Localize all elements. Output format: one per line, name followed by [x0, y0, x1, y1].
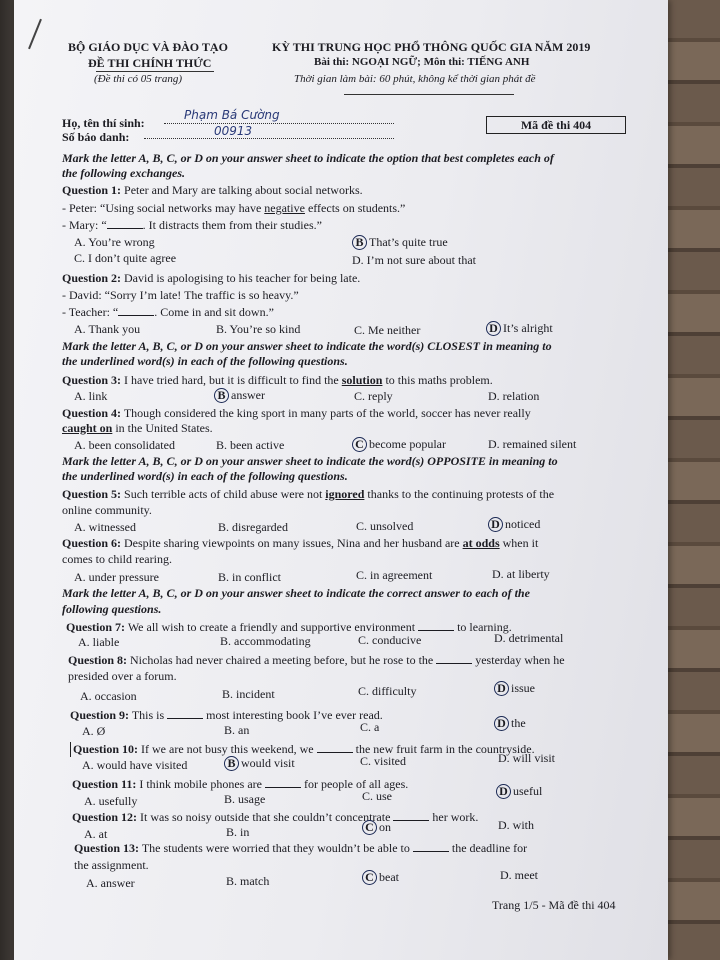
q2-option-d[interactable]: D It’s alright	[486, 321, 553, 336]
pages-note: (Đề thi có 05 trang)	[94, 73, 182, 85]
q3-option-d[interactable]: D. relation	[488, 389, 540, 403]
q12-option-d[interactable]: D. with	[498, 818, 534, 832]
answer-circle: B	[214, 388, 229, 403]
q5-option-a[interactable]: A. witnessed	[74, 520, 136, 534]
q11-option-a[interactable]: A. usefully	[84, 794, 138, 808]
name-line	[164, 123, 394, 124]
q8-option-d[interactable]: D issue	[494, 681, 535, 696]
instruction-correct: Mark the letter A, B, C, or D on your answer sheet to indicate the correct answer to each of the	[62, 586, 530, 600]
q9-option-c[interactable]: C. a	[360, 720, 380, 734]
instruction-closest: Mark the letter A, B, C, or D on your answer sheet to indicate the word(s) CLOSEST in meaning to	[62, 339, 552, 353]
q2-teacher-line: - Teacher: “ . Come in and sit down.”	[62, 305, 274, 319]
ministry-name: BỘ GIÁO DỤC VÀ ĐÀO TẠO	[68, 40, 228, 54]
q6-option-d[interactable]: D. at liberty	[492, 567, 550, 581]
exam-paper	[14, 0, 668, 960]
q3-option-a[interactable]: A. link	[74, 389, 108, 403]
q11-option-b[interactable]: B. usage	[224, 792, 266, 806]
q9-option-b[interactable]: B. an	[224, 723, 250, 737]
q7-option-b[interactable]: B. accommodating	[220, 634, 311, 648]
q9-option-a[interactable]: A. Ø	[82, 724, 106, 738]
instruction-closest-2: the underlined word(s) in each of the following questions.	[62, 354, 348, 368]
q5-option-b[interactable]: B. disregarded	[218, 520, 288, 534]
question-4: Question 4: Though considered the king sport in many parts of the world, soccer has never really	[62, 406, 531, 420]
id-line	[144, 138, 394, 139]
answer-circle: D	[486, 321, 501, 336]
q4-option-b[interactable]: B. been active	[216, 438, 285, 452]
instruction-opposite: Mark the letter A, B, C, or D on your answer sheet to indicate the word(s) OPPOSITE in meaning to	[62, 454, 558, 468]
q2-option-c[interactable]: C. Me neither	[354, 323, 421, 337]
official-underline	[96, 71, 214, 72]
question-6-cont: comes to child rearing.	[62, 552, 172, 566]
answer-circle: D	[494, 716, 509, 731]
q1-mary-line: - Mary: “ . It distracts them from their studies.”	[62, 218, 322, 232]
q1-peter-line: - Peter: “Using social networks may have negative effects on students.”	[62, 201, 406, 215]
answer-circle: B	[224, 756, 239, 771]
question-13-cont: the assignment.	[74, 858, 149, 872]
q11-option-d[interactable]: D useful	[496, 784, 542, 799]
answer-circle: B	[352, 235, 367, 250]
instruction-exchanges-2: the following exchanges.	[62, 166, 186, 180]
id-label: Số báo danh:	[62, 130, 130, 144]
question-13: Question 13: The students were worried that they wouldn’t be able to the deadline for	[74, 841, 528, 855]
q13-option-d[interactable]: D. meet	[500, 868, 538, 882]
question-9: Question 9: This is most interesting book I’ve ever read.	[70, 708, 383, 722]
question-8-cont: presided over a forum.	[68, 669, 177, 683]
answer-circle: D	[496, 784, 511, 799]
q8-option-c[interactable]: C. difficulty	[358, 684, 417, 698]
q9-option-d[interactable]: D the	[494, 716, 526, 731]
q2-option-b[interactable]: B. You’re so kind	[216, 322, 301, 336]
q6-option-b[interactable]: B. in conflict	[218, 570, 281, 584]
instruction-opposite-2: the underlined word(s) in each of the following questions.	[62, 469, 348, 483]
q4-option-a[interactable]: A. been consolidated	[74, 438, 175, 452]
instruction-correct-2: following questions.	[62, 602, 162, 616]
q7-option-a[interactable]: A. liable	[78, 635, 120, 649]
q13-option-a[interactable]: A. answer	[86, 876, 135, 890]
question-2: Question 2: David is apologising to his teacher for being late.	[62, 271, 361, 285]
background-wall	[660, 0, 720, 960]
q1-option-d[interactable]: D. I’m not sure about that	[352, 253, 476, 267]
name-label: Họ, tên thí sinh:	[62, 116, 145, 130]
q12-option-a[interactable]: A. at	[84, 827, 108, 841]
answer-circle: C	[362, 870, 377, 885]
question-12: Question 12: It was so noisy outside that she couldn’t concentrate her work.	[72, 810, 479, 824]
answer-circle: C	[352, 437, 367, 452]
q2-david-line: - David: “Sorry I’m late! The traffic is so heavy.”	[62, 288, 299, 302]
answer-circle: D	[488, 517, 503, 532]
question-10: Question 10: If we are not busy this weekend, we the new fruit farm in the countryside.	[70, 742, 535, 757]
question-8: Question 8: Nicholas had never chaired a meeting before, but he rose to the yesterday when he	[68, 653, 565, 667]
name-handwritten: Phạm Bá Cường	[184, 108, 280, 122]
question-4-cont: caught on in the United States.	[62, 421, 213, 435]
question-6: Question 6: Despite sharing viewpoints on many issues, Nina and her husband are at odds when it	[62, 536, 539, 550]
q7-option-d[interactable]: D. detrimental	[494, 631, 564, 645]
q5-option-d[interactable]: D noticed	[488, 517, 540, 532]
q1-option-c[interactable]: C. I don’t quite agree	[74, 251, 177, 265]
instruction-exchanges: Mark the letter A, B, C, or D on your answer sheet to indicate the option that best completes each of	[62, 151, 554, 165]
q8-option-b[interactable]: B. incident	[222, 687, 275, 701]
question-1: Question 1: Peter and Mary are talking about social networks.	[62, 183, 363, 197]
q12-option-c[interactable]: C on	[362, 820, 391, 835]
answer-circle: D	[494, 681, 509, 696]
q11-option-c[interactable]: C. use	[362, 789, 392, 803]
question-5: Question 5: Such terrible acts of child abuse were not ignored thanks to the continuing protests of the	[62, 487, 555, 501]
exam-code-box: Mã đề thi 404	[486, 116, 626, 134]
q4-option-d[interactable]: D. remained silent	[488, 437, 577, 451]
question-5-cont: online community.	[62, 503, 152, 517]
q5-option-c[interactable]: C. unsolved	[356, 519, 414, 533]
official-label: ĐỀ THI CHÍNH THỨC	[88, 56, 212, 70]
q2-option-a[interactable]: A. Thank you	[74, 322, 141, 336]
q10-option-b[interactable]: B would visit	[224, 756, 295, 771]
answer-circle: C	[362, 820, 377, 835]
q1-option-a[interactable]: A. You’re wrong	[74, 235, 155, 249]
q12-option-b[interactable]: B. in	[226, 825, 250, 839]
q10-option-d[interactable]: D. will visit	[498, 751, 556, 765]
time-underline	[344, 94, 514, 95]
q4-option-c[interactable]: C become popular	[352, 437, 446, 452]
q1-option-b[interactable]: B That’s quite true	[352, 235, 448, 250]
exam-subject: Bài thi: NGOẠI NGỮ; Môn thi: TIẾNG ANH	[314, 56, 530, 68]
q10-option-c[interactable]: C. visited	[360, 754, 407, 768]
id-handwritten: 00913	[214, 124, 253, 138]
q3-option-b[interactable]: B answer	[214, 388, 265, 403]
q3-option-c[interactable]: C. reply	[354, 389, 393, 403]
question-7: Question 7: We all wish to create a friendly and supportive environment to learning.	[66, 620, 512, 634]
pen-mark	[28, 19, 42, 49]
question-11: Question 11: I think mobile phones are for people of all ages.	[72, 777, 409, 791]
q13-option-b[interactable]: B. match	[226, 874, 270, 888]
exam-time: Thời gian làm bài: 60 phút, không kể thời gian phát đề	[294, 73, 536, 85]
question-3: Question 3: I have tried hard, but it is difficult to find the solution to this maths problem.	[62, 373, 493, 387]
q7-option-c[interactable]: C. conducive	[358, 633, 422, 647]
exam-title: KỲ THI TRUNG HỌC PHỔ THÔNG QUỐC GIA NĂM 2019	[272, 40, 591, 54]
q10-option-a[interactable]: A. would have visited	[82, 758, 188, 772]
q6-option-a[interactable]: A. under pressure	[74, 570, 159, 584]
page-footer: Trang 1/5 - Mã đề thi 404	[492, 898, 616, 912]
q8-option-a[interactable]: A. occasion	[80, 689, 137, 703]
q13-option-c[interactable]: C beat	[362, 870, 399, 885]
q6-option-c[interactable]: C. in agreement	[356, 568, 433, 582]
